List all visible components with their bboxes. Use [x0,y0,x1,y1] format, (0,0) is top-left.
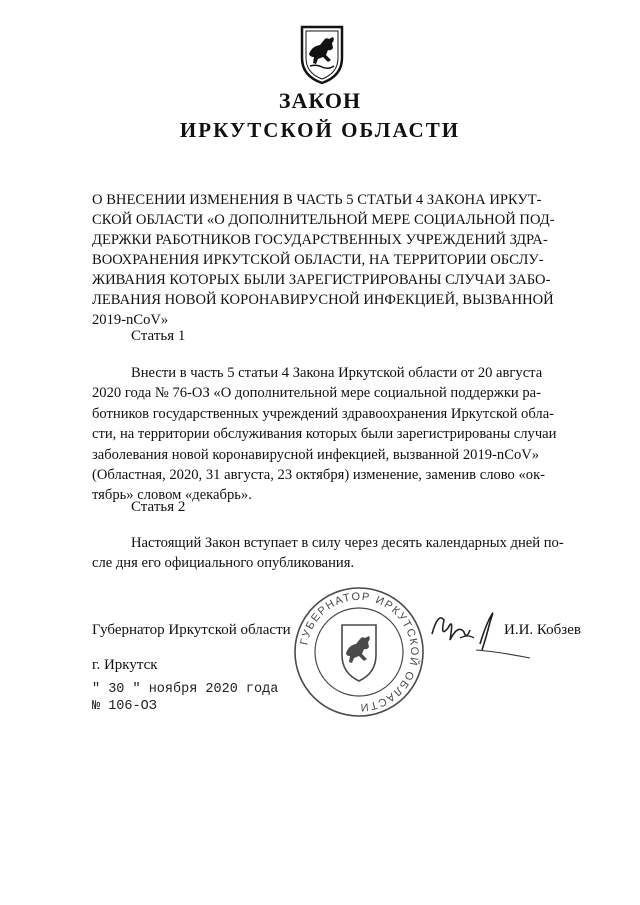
law-number: № 106-ОЗ [92,699,157,714]
seal-text: ГУБЕРНАТОР ИРКУТСКОЙ ОБЛАСТИ [298,590,421,714]
heading-line: 2019-nCoV» [92,312,169,328]
article-1-title: Статья 1 [131,328,186,344]
article-line: заболевания новой коронавирусной инфекцией, вызванной 2019-nCoV» [92,446,540,463]
heading-line: ВООХРАНЕНИЯ ИРКУТСКОЙ ОБЛАСТИ, НА ТЕРРИТОРИИ ОБСЛУ- [92,252,544,268]
governor-name: И.И. Кобзев [504,622,581,638]
heading-line: О ВНЕСЕНИИ ИЗМЕНЕНИЯ В ЧАСТЬ 5 СТАТЬИ 4 ЗАКОНА ИРКУТ- [92,192,542,208]
article-2-title: Статья 2 [131,499,186,515]
heading-line: ЛЕВАНИЯ НОВОЙ КОРОНАВИРУСНОЙ ИНФЕКЦИЕЙ, ВЫЗВАННОЙ [92,292,554,308]
article-line: Настоящий Закон вступает в силу через десять календарных дней по- [131,535,564,551]
law-date: " 30 " ноября 2020 года [92,682,279,697]
article-1-text [92,363,578,506]
article-line: сти, на территории обслуживания которых были зарегистрированы случаи [92,426,557,443]
seal-emblem-icon [342,625,376,681]
law-title: ЗАКОН [278,88,362,113]
article-line: (Областная, 2020, 31 августа, 23 октября) изменение, заменив слово «ок- [92,467,546,484]
heading-line: ДЕРЖКИ РАБОТНИКОВ ГОСУДАРСТВЕННЫХ УЧРЕЖДЕНИЙ ЗДРА- [92,232,548,248]
coat-of-arms-icon [298,24,346,86]
article-line: тябрь» словом «декабрь». [92,487,252,504]
law-heading [92,190,578,330]
heading-line: ЖИВАНИЯ КОТОРЫХ БЫЛИ ЗАРЕГИСТРИРОВАНЫ СЛУЧАИ ЗАБО- [92,272,551,288]
heading-line: СКОЙ ОБЛАСТИ «О ДОПОЛНИТЕЛЬНОЙ МЕРЕ СОЦИАЛЬНОЙ ПОД- [92,212,555,228]
official-seal [292,585,426,719]
article-line: Внести в часть 5 статьи 4 Закона Иркутской области от 20 августа [131,365,543,381]
city-label: г. Иркутск [92,657,158,673]
law-subtitle: ИРКУТСКОЙ ОБЛАСТИ [179,118,461,142]
article-line: ботников государственных учреждений здравоохранения Иркутской обла- [92,405,555,422]
article-line: сле дня его официального опубликования. [92,555,355,572]
article-2-text [92,533,578,574]
article-line: 2020 года № 76-ОЗ «О дополнительной мере социальной поддержки ра- [92,385,542,402]
governor-title: Губернатор Иркутской области [92,622,291,638]
